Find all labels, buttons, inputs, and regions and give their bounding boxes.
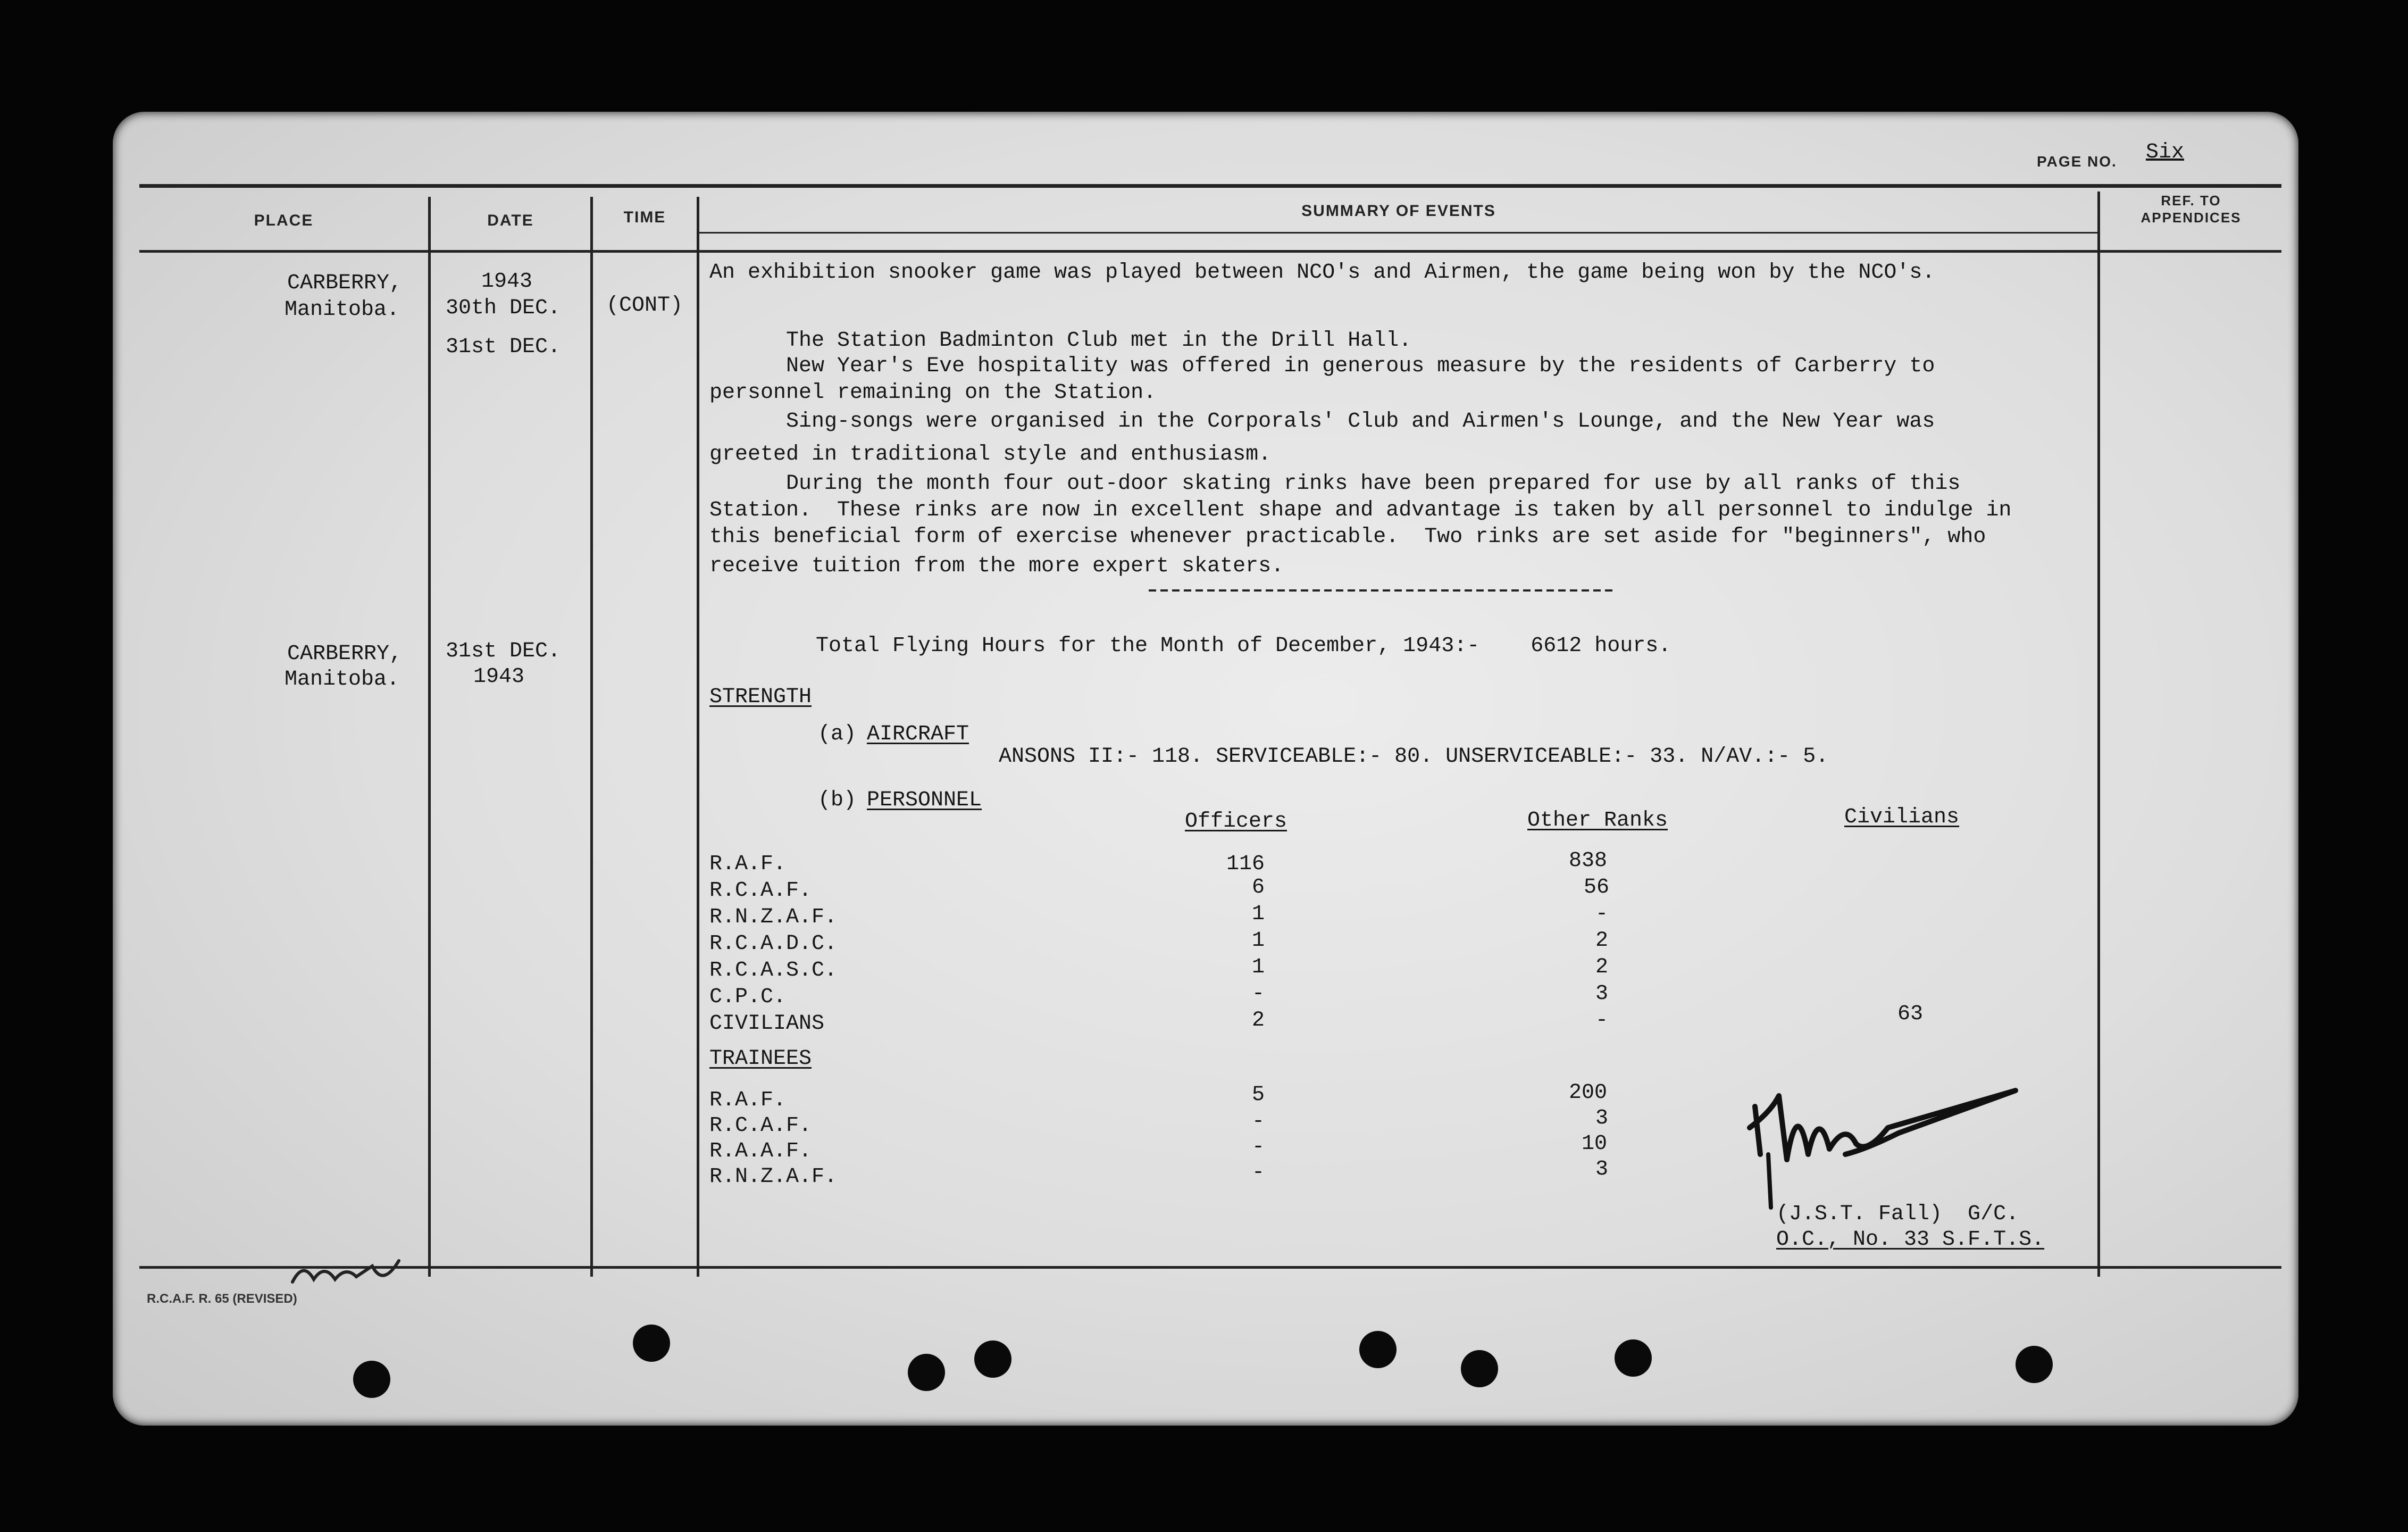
col-divider-date	[590, 197, 593, 1277]
col-officers: Officers	[1185, 810, 1287, 834]
other-ranks-cell: 3	[1595, 982, 1609, 1006]
col-divider-time	[697, 197, 699, 1277]
unit-cell: R.C.A.F.	[709, 879, 812, 903]
header-time: TIME	[623, 209, 666, 226]
officers-cell: 1	[1252, 902, 1265, 926]
col-divider-ref	[2097, 192, 2100, 1277]
other-ranks-cell: 56	[1584, 876, 1610, 900]
top-rule	[139, 184, 2281, 188]
unit-cell: R.N.Z.A.F.	[709, 905, 838, 929]
unit-cell: CIVILIANS	[709, 1012, 825, 1036]
page-no-value: Six	[2146, 140, 2185, 164]
personnel-label: (b)	[818, 788, 857, 812]
entry1-time: (CONT)	[606, 294, 683, 318]
officers-cell: 1	[1252, 955, 1265, 979]
entry-separator-dashes	[1149, 589, 1617, 592]
entry1-place-line1: CARBERRY,	[287, 271, 403, 295]
trainees-heading: TRAINEES	[709, 1047, 812, 1071]
entry1-line: Station. These rinks are now in excellent shape and advantage is taken by all personnel to indulge in	[709, 498, 2012, 522]
bottom-rule	[139, 1266, 2281, 1269]
personnel-heading: PERSONNEL	[867, 788, 982, 812]
aircraft-heading: AIRCRAFT	[867, 722, 969, 746]
page-no-label: PAGE NO.	[2037, 153, 2117, 170]
other-ranks-cell: 3	[1595, 1158, 1609, 1181]
entry1-line: An exhibition snooker game was played between NCO's and Airmen, the game being won by the NCO's.	[709, 261, 1935, 285]
civilians-cell: 63	[1897, 1002, 1924, 1026]
other-ranks-cell: 3	[1595, 1106, 1609, 1130]
unit-cell: R.A.F.	[709, 852, 787, 876]
unit-cell: C.P.C.	[709, 985, 787, 1009]
summary-rule	[699, 232, 2097, 234]
entry1-place-line2: Manitoba.	[285, 298, 400, 322]
officers-cell: -	[1252, 1110, 1265, 1134]
other-ranks-cell: -	[1595, 1009, 1609, 1033]
unit-cell: R.C.A.D.C.	[709, 932, 838, 956]
punch-hole	[353, 1361, 390, 1398]
unit-cell: R.N.Z.A.F.	[709, 1165, 838, 1189]
entry1-line: greeted in traditional style and enthusiasm.	[709, 443, 1272, 467]
entry2-place-line2: Manitoba.	[285, 668, 400, 692]
punch-hole	[908, 1354, 945, 1391]
other-ranks-cell: 2	[1595, 929, 1609, 953]
other-ranks-cell: 2	[1595, 955, 1609, 979]
header-ref-line1: REF. TO	[2161, 193, 2221, 209]
officers-cell: 6	[1252, 876, 1265, 900]
officers-cell: -	[1252, 1135, 1265, 1159]
entry1-date-line1: 1943	[481, 270, 533, 294]
entry1-line: During the month four out-door skating rinks have been prepared for use by all ranks of this	[709, 472, 1961, 496]
entry1-line: personnel remaining on the Station.	[709, 381, 1157, 405]
entry1-line: this beneficial form of exercise whenever practicable. Two rinks are set aside for "beginners", who	[709, 525, 1986, 549]
entry1-date-line3: 31st DEC.	[446, 335, 561, 359]
officers-cell: 1	[1252, 929, 1265, 953]
officers-cell: 5	[1252, 1083, 1265, 1107]
header-place: PLACE	[254, 212, 314, 229]
entry1-line: receive tuition from the more expert skaters.	[709, 554, 1284, 578]
officers-cell: 116	[1226, 852, 1265, 876]
strength-heading: STRENGTH	[709, 685, 812, 709]
initials-stamp	[287, 1255, 415, 1293]
unit-cell: R.A.A.F.	[709, 1139, 812, 1163]
header-rule	[139, 250, 2281, 253]
other-ranks-cell: 200	[1569, 1081, 1608, 1105]
punch-hole	[2016, 1346, 2053, 1383]
col-civilians: Civilians	[1844, 805, 1960, 829]
unit-cell: R.C.A.S.C.	[709, 959, 838, 983]
entry2-date-line1: 31st DEC.	[446, 639, 561, 663]
punch-hole	[974, 1340, 1011, 1378]
entry1-line: The Station Badminton Club met in the Drill Hall.	[709, 329, 1412, 353]
officers-cell: 2	[1252, 1009, 1265, 1033]
punch-hole	[1615, 1339, 1652, 1377]
other-ranks-cell: -	[1595, 902, 1609, 926]
punch-hole	[1359, 1331, 1397, 1368]
entry2-place-line1: CARBERRY,	[287, 642, 403, 666]
signature-title: O.C., No. 33 S.F.T.S.	[1776, 1228, 2045, 1252]
unit-cell: R.C.A.F.	[709, 1114, 812, 1138]
entry1-date-line2: 30th DEC.	[446, 296, 561, 320]
unit-cell: R.A.F.	[709, 1088, 787, 1112]
entry1-line: Sing-songs were organised in the Corporals' Club and Airmen's Lounge, and the New Year was	[709, 410, 1935, 434]
entry2-date-line2: 1943	[473, 665, 525, 689]
punch-hole	[633, 1325, 670, 1362]
form-number: R.C.A.F. R. 65 (REVISED)	[147, 1292, 297, 1306]
officers-cell: -	[1252, 982, 1265, 1006]
signature-name: (J.S.T. Fall) G/C.	[1776, 1202, 2019, 1226]
col-divider-place	[428, 197, 431, 1277]
entry1-line: New Year's Eve hospitality was offered in generous measure by the residents of Carberry to	[709, 354, 1935, 378]
punch-hole	[1461, 1350, 1498, 1387]
header-ref-line2: APPENDICES	[2141, 210, 2242, 226]
other-ranks-cell: 10	[1582, 1132, 1608, 1156]
other-ranks-cell: 838	[1569, 849, 1608, 873]
aircraft-label: (a)	[818, 722, 857, 746]
header-summary: SUMMARY OF EVENTS	[1301, 202, 1496, 220]
officers-cell: -	[1252, 1161, 1265, 1185]
aircraft-line: ANSONS II:- 118. SERVICEABLE:- 80. UNSERVICEABLE:- 33. N/AV.:- 5.	[999, 745, 1829, 769]
col-other-ranks: Other Ranks	[1527, 809, 1668, 832]
flying-hours-line: Total Flying Hours for the Month of December, 1943:- 6612 hours.	[816, 634, 1671, 658]
header-date: DATE	[487, 212, 534, 229]
